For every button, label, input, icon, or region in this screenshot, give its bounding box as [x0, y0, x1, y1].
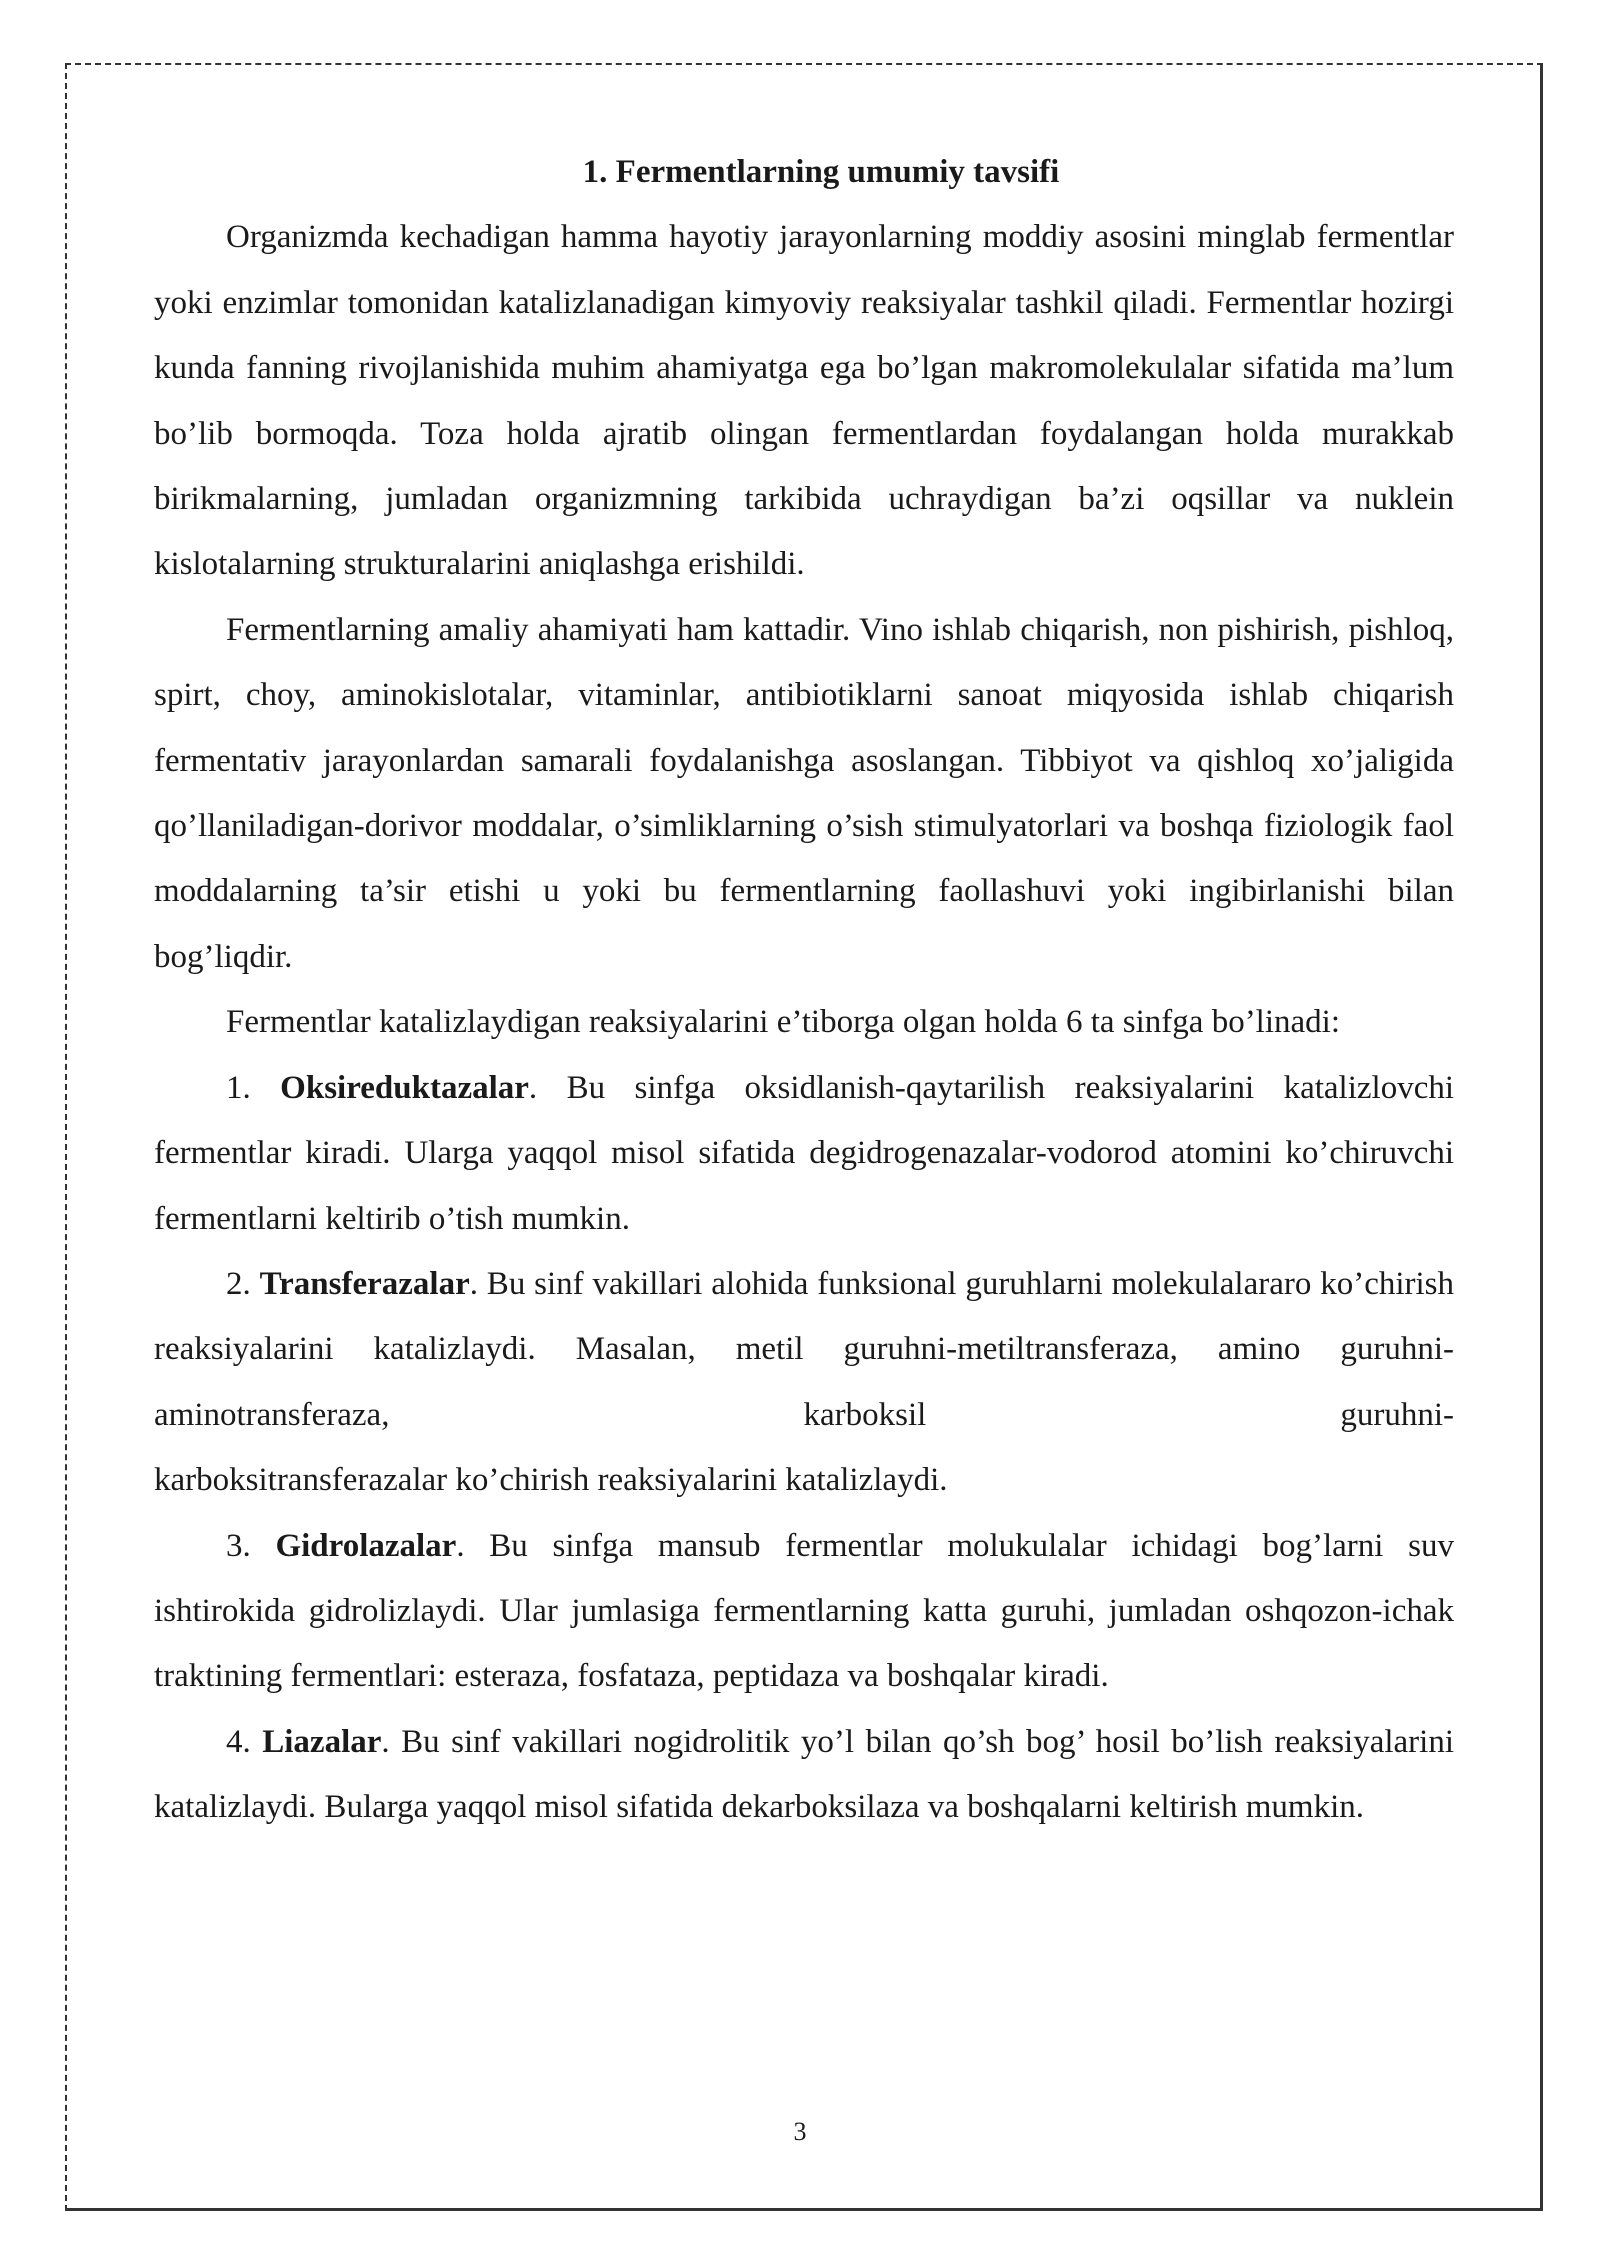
- class-description: . Bu sinfga mansub fermentlar molukulalar ichidagi bog’larni suv ishtirokida gidrolizlaydi. Ular jumlasiga fermentlarning katta guruhi, jumladan oshqozon-ichak traktining fermentlari: esteraza, fosfataza, peptidaza va boshqalar kiradi.: [154, 1527, 1454, 1695]
- class-description: . Bu sinfga oksidlanish-qaytarilish reaksiyalarini katalizlovchi fermentlar kiradi. Ularga yaqqol misol sifatida degidrogenazalar-vodorod atomini ko’chiruvchi fermentlarni keltirib o’tish mumkin.: [154, 1069, 1455, 1237]
- enzyme-class-item: [154, 1710, 1454, 1841]
- paragraph-practical-importance: Fermentlarning amaliy ahamiyati ham kattadir. Vino ishlab chiqarish, non pishirish, pishloq, spirt, choy, aminokislotalar, vitaminlar, antibiotiklarni sanoat miqyosida ishlab chiqarish fermentativ jarayonlardan samarali foydalanishga asoslangan. Tibbiyot va qishloq xo’jaligida qo’llaniladigan-dorivor moddalar, o’simliklarning o’sish stimulyatorlari va boshqa fiziologik faol moddalarning ta’sir etishi u yoki bu fermentlarning faollashuvi yoki ingibirlanishi bilan bog’liqdir.: [154, 611, 1454, 975]
- class-name: Oksireduktazalar: [280, 1069, 529, 1106]
- class-name: Liazalar: [262, 1723, 382, 1760]
- class-number: 3.: [226, 1527, 276, 1564]
- class-number: 4.: [226, 1723, 263, 1760]
- class-name: Gidrolazalar: [275, 1527, 457, 1564]
- class-description: . Bu sinf vakillari alohida funksional guruhlarni molekulalararo ko’chirish reaksiyalarini katalizlaydi. Masalan, metil guruhni-metiltransferaza, amino guruhni-aminotransferaza, karboksil guruhni-: [154, 1265, 1455, 1433]
- class-number: 1.: [226, 1069, 281, 1106]
- enzyme-class-item: [154, 1056, 1454, 1252]
- enzyme-class-continuation: karboksitransferazalar ko’chirish reaksiyalarini katalizlaydi.: [154, 1462, 948, 1499]
- class-number: 2.: [226, 1265, 260, 1302]
- page-number: 3: [793, 2117, 807, 2146]
- section-title: 1. Fermentlarning umumiy tavsifi: [582, 154, 1060, 190]
- class-description: . Bu sinf vakillari nogidrolitik yo’l bilan qo’sh bog’ hosil bo’lish reaksiyalarini katalizlaydi. Bularga yaqqol misol sifatida dekarboksilaza va boshqalarni keltirish mumkin.: [154, 1723, 1455, 1826]
- class-name: Transferazalar: [259, 1265, 470, 1302]
- document-body: [154, 140, 1454, 1841]
- paragraph-intro: Organizmda kechadigan hamma hayotiy jarayonlarning moddiy asosini minglab fermentlar yoki enzimlar tomonidan katalizlanadigan kimyoviy reaksiyalar tashkil qiladi. Fermentlar hozirgi kunda fanning rivojlanishida muhim ahamiyatga ega bo’lgan makromolekulalar sifatida ma’lum bo’lib bormoqda. Toza holda ajratib olingan fermentlardan foydalangan holda murakkab birikmalarning, jumladan organizmning tarkibida uchraydigan ba’zi oqsillar va nuklein kislotalarning strukturalarini aniqlashga erishildi.: [154, 219, 1454, 583]
- enzyme-class-item: [154, 1252, 1454, 1448]
- enzyme-class-item: [154, 1514, 1454, 1710]
- paragraph-classification: Fermentlar katalizlaydigan reaksiyalarini e’tiborga olgan holda 6 ta sinfga bo’linadi:: [226, 1004, 1341, 1041]
